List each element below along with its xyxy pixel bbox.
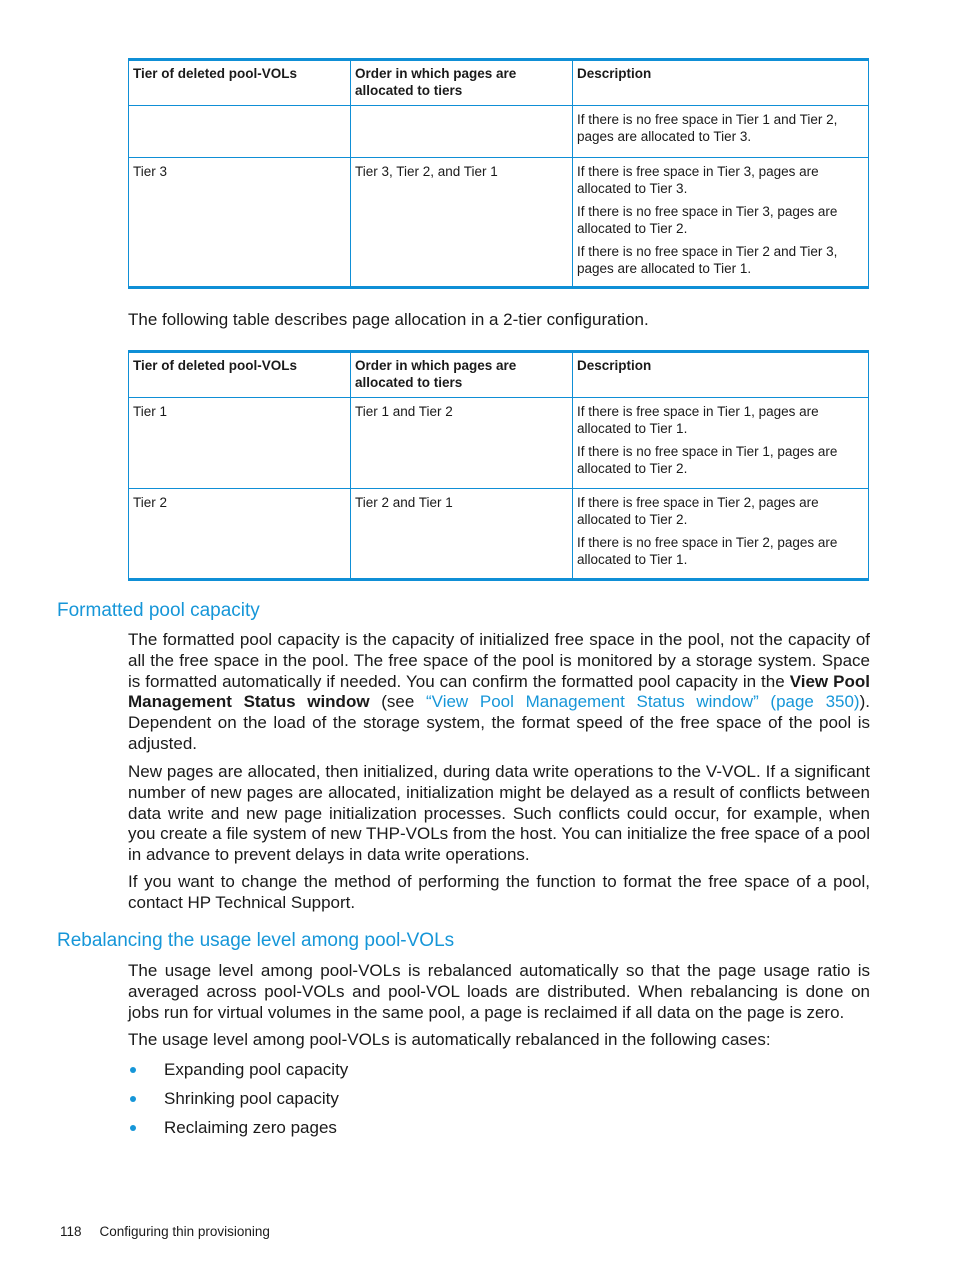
- column-header-tier: Tier of deleted pool-VOLs: [129, 352, 351, 398]
- tier-allocation-table-2tier: [128, 350, 869, 581]
- description-line: If there is no free space in Tier 3, pages are allocated to Tier 2.: [577, 204, 838, 236]
- window-name-bold: View Pool Management Status window: [128, 671, 870, 712]
- table-row: [129, 398, 869, 489]
- description-line: If there is no free space in Tier 1 and Tier 2, pages are allocated to Tier 3.: [577, 112, 838, 144]
- bullet-icon: [130, 1125, 136, 1131]
- cell-order: Tier 3, Tier 2, and Tier 1: [351, 158, 573, 288]
- description-line: If there is no free space in Tier 2, pages are allocated to Tier 1.: [577, 535, 838, 567]
- list-item-text: Shrinking pool capacity: [164, 1089, 339, 1108]
- description-line: If there is free space in Tier 3, pages are allocated to Tier 3.: [577, 164, 819, 196]
- rebalancing-paragraph-1: The usage level among pool-VOLs is rebalanced automatically so that the page usage ratio is averaged across pool-VOLs and pool-VOL loads are distributed. When rebalancing is done on jobs run for virtual volumes in the same pool, a page is reclaimed if all data on the page is zero.: [128, 961, 870, 1022]
- section-heading-formatted-pool-capacity: Formatted pool capacity: [57, 600, 260, 621]
- column-header-description: Description: [573, 352, 869, 398]
- tier-allocation-table-3tier: [128, 58, 869, 289]
- column-header-tier: Tier of deleted pool-VOLs: [129, 60, 351, 106]
- table-row: [129, 106, 869, 158]
- list-item: [128, 1118, 348, 1147]
- cell-tier: [129, 106, 351, 158]
- page-footer: [60, 1223, 270, 1240]
- section-heading-rebalancing: Rebalancing the usage level among pool-VOLs: [57, 930, 455, 951]
- formatted-capacity-paragraph-3: If you want to change the method of performing the function to format the free space of a pool, contact HP Technical Support.: [128, 872, 870, 912]
- list-item: [128, 1089, 348, 1118]
- cell-description: [573, 398, 869, 489]
- table-row: [129, 158, 869, 288]
- cell-tier: Tier 2: [129, 489, 351, 580]
- description-line: If there is free space in Tier 2, pages are allocated to Tier 2.: [577, 495, 819, 527]
- paragraph-text: (see: [369, 692, 426, 712]
- table-header-row: [129, 352, 869, 398]
- cross-reference-link[interactable]: “View Pool Management Status window” (page 350): [426, 692, 860, 712]
- rebalancing-cases-list: [128, 1060, 348, 1147]
- column-header-order: Order in which pages are allocated to tiers: [351, 352, 573, 398]
- cell-order: Tier 2 and Tier 1: [351, 489, 573, 580]
- formatted-capacity-paragraph-1: [128, 630, 870, 755]
- cell-description: [573, 158, 869, 288]
- table-header-row: [129, 60, 869, 106]
- bullet-icon: [130, 1067, 136, 1073]
- description-line: If there is free space in Tier 1, pages are allocated to Tier 1.: [577, 404, 819, 436]
- bullet-icon: [130, 1096, 136, 1102]
- cell-tier: Tier 1: [129, 398, 351, 489]
- rebalancing-paragraph-2: The usage level among pool-VOLs is automatically rebalanced in the following cases:: [128, 1030, 771, 1049]
- paragraph-text: ). Dependent on the load of the storage system, the format speed of the free space of the pool is adjusted.: [128, 692, 870, 753]
- description-line: If there is no free space in Tier 1, pages are allocated to Tier 2.: [577, 444, 838, 476]
- list-item-text: Expanding pool capacity: [164, 1060, 349, 1079]
- cell-description: [573, 489, 869, 580]
- formatted-capacity-paragraph-2: New pages are allocated, then initialized, during data write operations to the V-VOL. If a significant number of new pages are allocated, initialization might be delayed as a result of conflicts between data write and new page initialization processes. Such conflicts could occur, for example, when you create a file system of new THP-VOLs from the host. You can initialize the free space of a pool in advance to prevent delays in data write operations.: [128, 762, 870, 865]
- cell-description: [573, 106, 869, 158]
- page-number: 118: [60, 1224, 82, 1239]
- list-item-text: Reclaiming zero pages: [164, 1118, 337, 1137]
- description-line: If there is no free space in Tier 2 and Tier 3, pages are allocated to Tier 1.: [577, 244, 838, 276]
- chapter-title: Configuring thin provisioning: [99, 1224, 270, 1239]
- cell-tier: Tier 3: [129, 158, 351, 288]
- table-row: [129, 489, 869, 580]
- paragraph-text: The formatted pool capacity is the capacity of initialized free space in the pool, not the capacity of all the free space in the pool. The free space of the pool is monitored by a storage system. Space is formatted automatically if needed. You can confirm the formatted pool capacity in the: [128, 630, 870, 691]
- column-header-order: Order in which pages are allocated to tiers: [351, 60, 573, 106]
- table-intro-text: The following table describes page allocation in a 2-tier configuration.: [128, 310, 649, 329]
- list-item: [128, 1060, 348, 1089]
- cell-order: Tier 1 and Tier 2: [351, 398, 573, 489]
- column-header-description: Description: [573, 60, 869, 106]
- cell-order: [351, 106, 573, 158]
